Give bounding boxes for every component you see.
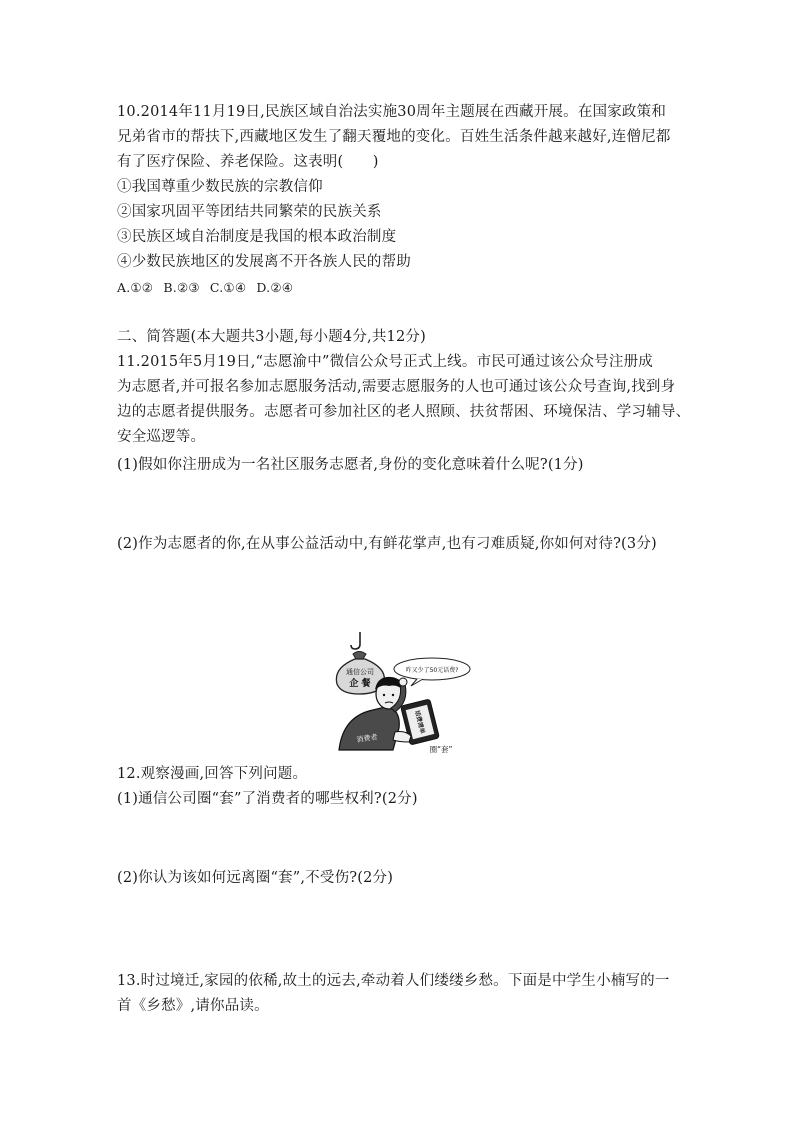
q11-line-1: 11.2015年5月19日,“志愿渝中”微信公众号正式上线。市民可通过该公众号注册成 [117, 354, 653, 370]
consumer-label: 消费者 [356, 733, 379, 744]
q12-sub-question-1: (1)通信公司圈“套”了消费者的哪些权利?(2分) [117, 791, 418, 807]
q10-statement-3: ③民族区域自治制度是我国的根本政治制度 [117, 229, 397, 245]
section-heading: 二、简答题(本大题共3小题,每小题4分,共12分) [117, 329, 426, 345]
cartoon-caption: 圈“套” [429, 745, 453, 754]
q10-statement-2: ②国家巩固平等团结共同繁荣的民族关系 [117, 204, 382, 220]
q10-options: A.①② B.②③ C.①④ D.②④ [117, 280, 294, 295]
q10-statement-1: ①我国尊重少数民族的宗教信仰 [117, 179, 323, 195]
q10-line-2: 兄弟省市的帮扶下,西藏地区发生了翻天覆地的变化。百姓生活条件越来越好,连僧尼都 [117, 129, 671, 145]
phone-screen-text: 话费清单 [413, 709, 426, 735]
q10-line-1: 10.2014年11月19日,民族区域自治法实施30周年主题展在西藏开展。在国家政策和 [117, 104, 667, 120]
q13-line-1: 13.时过境迁,家园的依稀,故土的远去,牵动着人们缕缕乡愁。下面是中学生小楠写的一 [117, 973, 670, 989]
q12-intro: 12.观察漫画,回答下列问题。 [117, 766, 308, 782]
q11-line-4: 安全巡逻等。 [117, 429, 206, 445]
cartoon-illustration [329, 632, 473, 758]
q12-sub-question-2: (2)你认为该如何远离圈“套”,不受伤?(2分) [117, 870, 394, 886]
q10-statement-4: ④少数民族地区的发展离不开各族人民的帮助 [117, 254, 411, 270]
q11-line-3: 边的志愿者提供服务。志愿者可参加社区的老人照顾、扶贫帮困、环境保洁、学习辅导、 [117, 404, 691, 420]
consumer-figure [339, 706, 399, 750]
q11-sub-question-1: (1)假如你注册成为一名社区服务志愿者,身份的变化意味着什么呢?(1分) [117, 457, 584, 473]
q13-line-2: 首《乡愁》,请你品读。 [117, 998, 269, 1014]
q11-line-2: 为志愿者,并可报名参加志愿服务活动,需要志愿服务的人也可通过该公众号查询,找到身 [117, 379, 676, 395]
hook-icon [351, 634, 360, 649]
q10-line-3: 有了医疗保险、养老保险。这表明( ) [117, 154, 379, 170]
bag-label-line-1: 通信公司 [346, 668, 374, 676]
bag-label-line-2: 企 餐 [349, 679, 371, 689]
speech-text: 咋又少了50元话费? [405, 667, 459, 674]
q11-sub-question-2: (2)作为志愿者的你,在从事公益活动中,有鲜花掌声,也有刁难质疑,你如何对待?(3分) [117, 536, 657, 552]
